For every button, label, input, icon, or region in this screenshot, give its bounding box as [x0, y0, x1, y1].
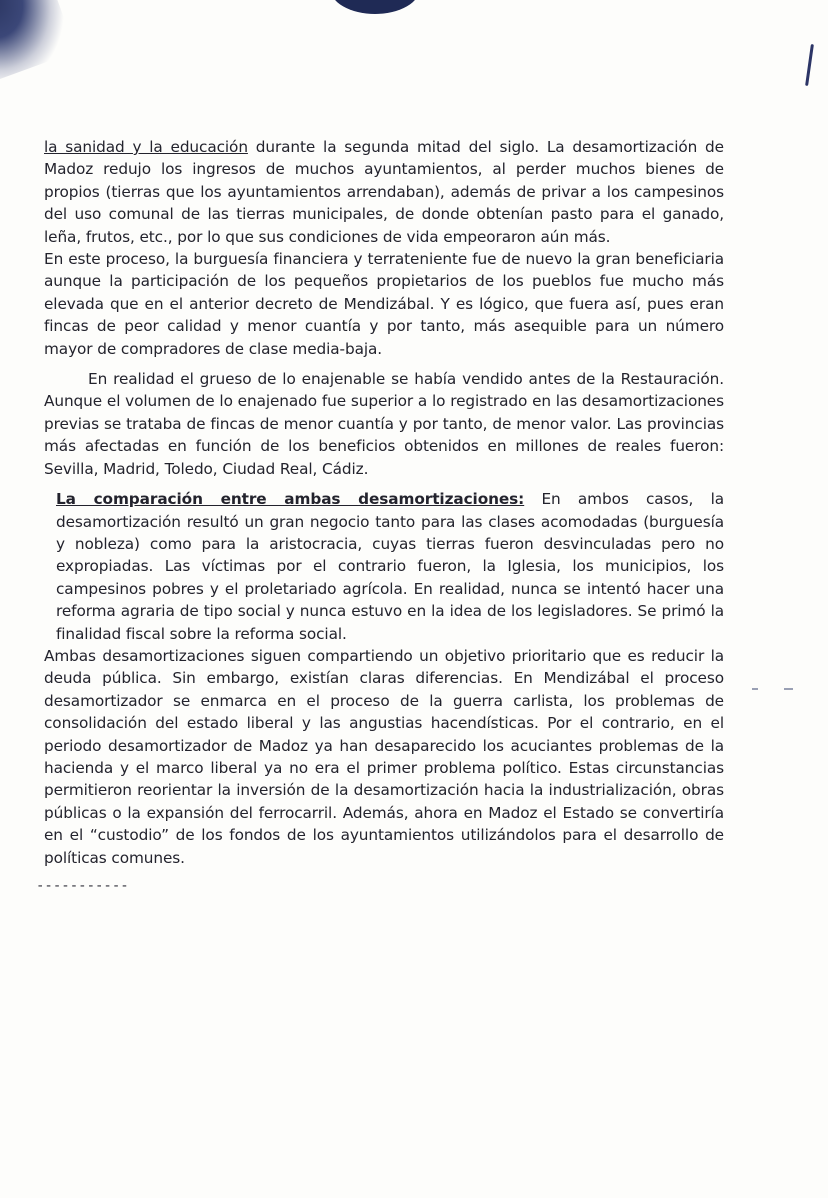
- scan-shadow-top: [330, 0, 420, 14]
- paragraph-text: En este proceso, la burguesía financiera y terrateniente fue de nuevo la gran beneficiaria aunque la participación de los pequeños propietarios de los pueblos fue mucho más elevada que en el anterior decreto de Mendizábal. Y es lógico, que fuera así, pues eran fincas de peor calidad y menor cuantía y por tanto, más asequible para un número mayor de compradores de clase media-baja.: [44, 250, 724, 358]
- scan-shadow-corner: [0, 0, 76, 82]
- paragraph-restoration: [44, 368, 724, 480]
- paragraph-madoz-effects: [44, 136, 724, 248]
- paragraph-text: durante la segunda mitad del siglo. La desamortización de Madoz redujo los ingresos de muchos ayuntamientos, al perder muchos bienes de propios (tierras que los ayuntamientos arrendaban), además de privar a los campesinos del uso comunal de las tierras municipales, de donde obtenían pasto para el ganado, leña, frutos, etc., por lo que sus condiciones de vida empeoraron aún más.: [44, 138, 724, 246]
- dashed-divider: -----------: [36, 878, 129, 894]
- paragraph-text: Ambas desamortizaciones siguen compartiendo un objetivo prioritario que es reducir la deuda pública. Sin embargo, existían claras diferencias. En Mendizábal el proceso desamortizador se enmarca en el proceso de la guerra carlista, los problemas de consolidación del estado liberal y las angustias hacendísticas. Por el contrario, en el periodo desamortizador de Madoz ya han desaparecido los acuciantes problemas de la hacienda y el marco liberal ya no era el primer problema político. Estas circunstancias permitieron reorientar la inversión de la desamortización hacia la industrialización, obras públicas o la expansión del ferrocarril. Además, ahora en Madoz el Estado se convertiría en el “custodio” de los fondos de los ayuntamientos utilizándolos para el desarrollo de políticas comunes.: [44, 646, 724, 867]
- section-heading: La comparación entre ambas desamortizaciones:: [56, 490, 525, 509]
- handwritten-margin-mark: [805, 44, 814, 86]
- document-body: [44, 136, 724, 869]
- paragraph-text: En realidad el grueso de lo enajenable se había vendido antes de la Restauración. Aunque el volumen de lo enajenado fue superior a lo registrado en las desamortizaciones previas se trataba de fincas de menor cuantía y por tanto, de menor valor. Las provincias más afectadas en función de los beneficios obtenidos en millones de reales fueron: Sevilla, Madrid, Toledo, Ciudad Real, Cádiz.: [44, 370, 724, 478]
- stray-ink-mark: [752, 688, 758, 690]
- paragraph-text: En ambos casos, la desamortización resultó un gran negocio tanto para las clases acomodadas (burguesía y nobleza) como para la aristocracia, cuyas tierras fueron desvinculadas pero no expropiadas. Las víctimas por el contrario fueron, la Iglesia, los municipios, los campesinos pobres y el proletariado agrícola. En realidad, nunca se intentó hacer una reforma agraria de tipo social y nunca estuvo en la idea de los legisladores. Se primó la finalidad fiscal sobre la reforma social.: [56, 490, 724, 643]
- paragraph-bourgeoisie: [44, 248, 724, 360]
- paragraph-comparison: [44, 488, 724, 645]
- underlined-lead-phrase: la sanidad y la educación: [44, 138, 248, 156]
- stray-ink-mark: [784, 688, 793, 690]
- paragraph-differences: [44, 645, 724, 869]
